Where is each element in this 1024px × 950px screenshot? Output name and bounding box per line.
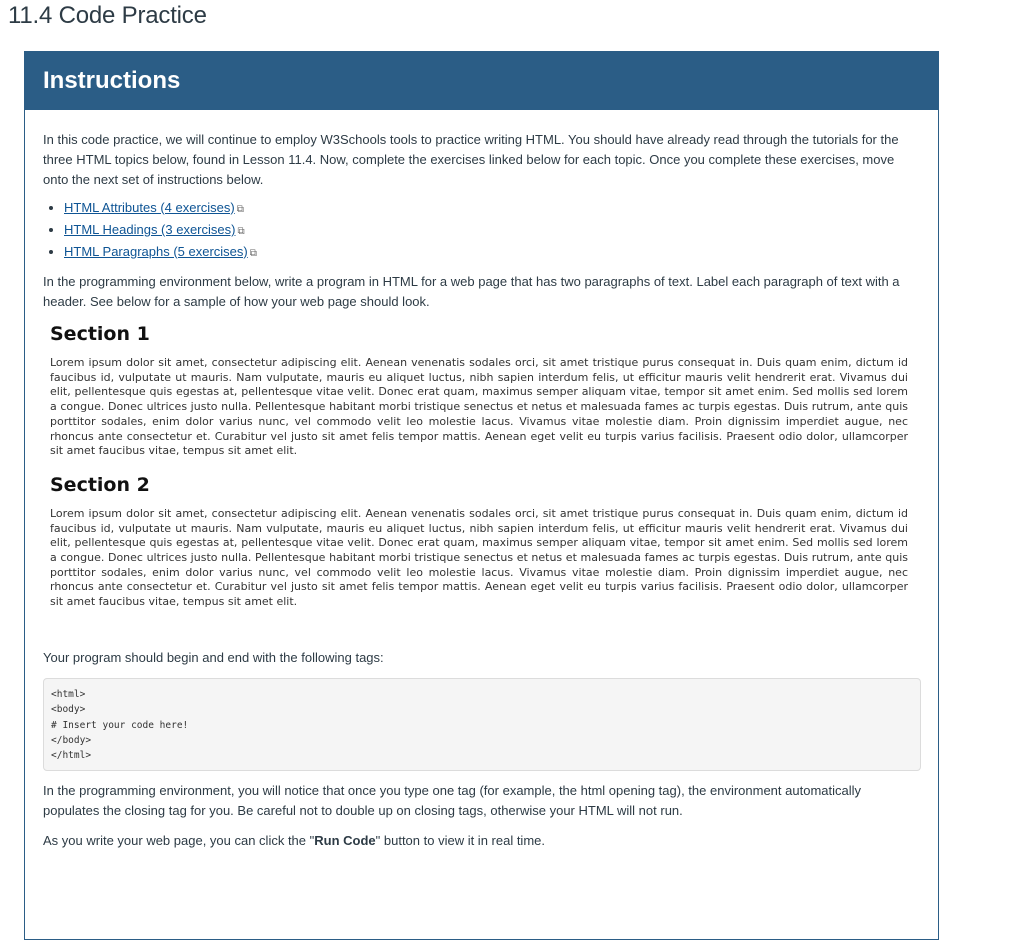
code-line: <body> [51, 704, 86, 716]
external-link-icon: ⧉ [249, 248, 257, 259]
code-line: <html> [51, 688, 86, 700]
sample-heading-2: Section 2 [50, 473, 150, 496]
list-item [64, 220, 920, 242]
page-title: 11.4 Code Practice [8, 2, 207, 29]
link-html-attributes[interactable]: HTML Attributes (4 exercises) [64, 200, 235, 215]
panel-header: Instructions [25, 52, 938, 110]
closing-tag-note: In the programming environment, you will notice that once you type one tag (for example, the html opening tag), the environment automatically populates the closing tag for you. Be careful not to double up on closing tags, otherwise your HTML will not run. [43, 782, 862, 818]
code-line: </html> [51, 750, 92, 762]
link-html-headings[interactable]: HTML Headings (3 exercises) [64, 222, 236, 237]
run-code-label: Run Code [314, 832, 376, 848]
program-instructions: In the programming environment below, write a program in HTML for a web page that has two paragraphs of text. Label each paragraph of text with a header. See below for a sample of how your web page should look. [43, 274, 900, 309]
code-block [43, 678, 921, 771]
sample-web-page [43, 312, 920, 610]
list-item [64, 242, 920, 264]
list-item [64, 198, 920, 220]
intro-paragraph: In this code practice, we will continue to employ W3Schools tools to practice writing HTML. You should have already read through the tutorials for the three HTML topics below, found in Lesson 11.4. Now, complete the exercises linked below for each topic. Once you complete these exercises, move onto the next set of instructions below. [43, 132, 899, 187]
link-html-paragraphs[interactable]: HTML Paragraphs (5 exercises) [64, 244, 248, 259]
external-link-icon: ⧉ [236, 204, 244, 215]
external-link-icon: ⧉ [237, 226, 245, 237]
panel-body [25, 110, 938, 851]
tags-label: Your program should begin and end with the following tags: [43, 649, 384, 665]
sample-heading-1: Section 1 [50, 323, 150, 345]
code-line: </body> [51, 735, 92, 747]
code-line: # Insert your code here! [51, 719, 189, 731]
run-code-text-after: " button to view it in real time. [375, 832, 545, 848]
sample-paragraph-2: Lorem ipsum dolor sit amet, consectetur adipiscing elit. Aenean venenatis sodales orci, sit amet tristique purus consequat in. Duis quam enim, dictum id faucibus id, vulputate ut mauris. Nam vulputate, mauris eu aliquet luctus, nibh sapien interdum felis, ut efficitur mauris velit hendrerit erat. Vivamus dui elit, pellentesque quis egestas at, pellentesque vitae velit. Donec erat quam, maximus semper aliquam vitae, tempor sit amet enim. Sed mollis sed lorem a congue. Donec ultrices justo nulla. Pellentesque habitant morbi tristique senectus et netus et malesuada fames ac turpis egestas. Duis rutrum, ante quis porttitor sodales, enim dolor varius nunc, vel commodo velit leo molestie lacus. Vivamus vitae molestie diam. Proin dignissim imperdiet augue, nec rhoncus ante consectetur et. Curabitur vel justo sit amet felis tempor mattis. Aenean eget velit eu turpis varius facilisis. Praesent odio dolor, ullamcorper sit amet faucibus vitae, tempus sit amet elit. [50, 506, 908, 609]
exercise-links-list [43, 198, 920, 264]
run-code-text-before: As you write your web page, you can click the " [43, 832, 315, 848]
sample-paragraph-1: Lorem ipsum dolor sit amet, consectetur adipiscing elit. Aenean venenatis sodales orci, sit amet tristique purus consequat in. Duis quam enim, dictum id faucibus id, vulputate ut mauris. Nam vulputate, mauris eu aliquet luctus, nibh sapien interdum felis, ut efficitur mauris velit hendrerit erat. Vivamus dui elit, pellentesque quis egestas at, pellentesque vitae velit. Donec erat quam, maximus semper aliquam vitae, tempor sit amet enim. Sed mollis sed lorem a congue. Donec ultrices justo nulla. Pellentesque habitant morbi tristique senectus et netus et malesuada fames ac turpis egestas. Duis rutrum, ante quis porttitor sodales, enim dolor varius nunc, vel commodo velit leo molestie lacus. Vivamus vitae molestie diam. Proin dignissim imperdiet augue, nec rhoncus ante consectetur et. Curabitur vel justo sit amet felis tempor mattis. Aenean eget velit eu turpis varius facilisis. Praesent odio dolor, ullamcorper sit amet faucibus vitae, tempus sit amet elit. [50, 356, 908, 458]
instructions-panel [24, 51, 939, 940]
run-code-note [43, 831, 920, 851]
